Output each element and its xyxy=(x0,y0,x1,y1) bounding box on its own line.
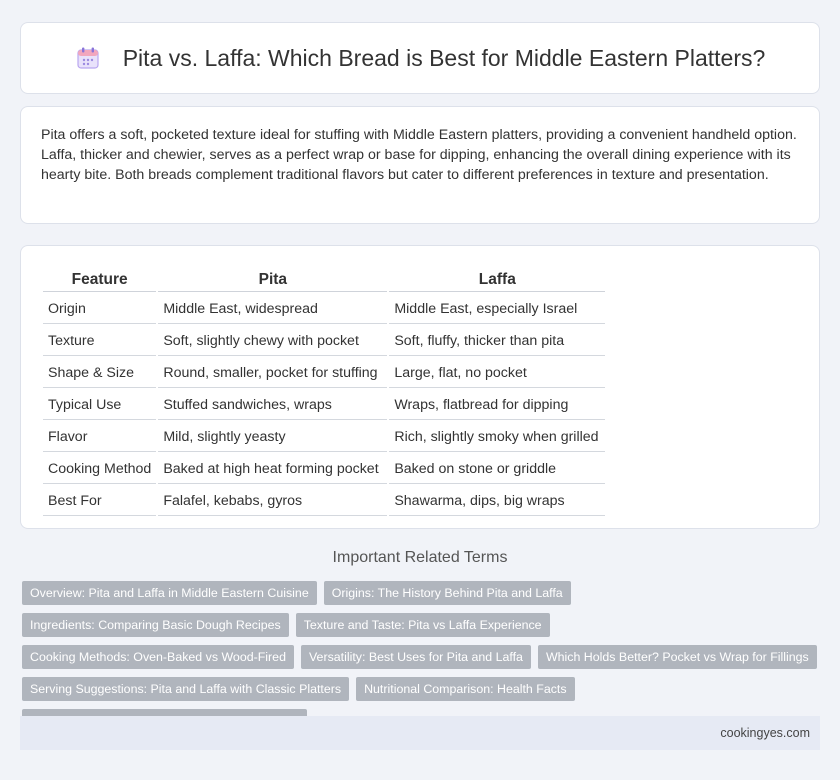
page-title xyxy=(75,45,766,72)
intro-text: Pita offers a soft, pocketed texture ideal for stuffing with Middle Eastern platters, providing a convenient handheld option. Laffa, thicker and chewier, serves as a perfect wrap or base for dipping, enhancing the overall dining experience with its hearty bite. Both breads complement traditional flavors but cater to different preferences in texture and presentation. xyxy=(41,127,797,183)
related-tag[interactable]: Versatility: Best Uses for Pita and Laffa xyxy=(301,645,531,669)
table-cell: Middle East, especially Israel xyxy=(389,294,605,324)
related-tag[interactable]: Nutritional Comparison: Health Facts xyxy=(356,677,574,701)
related-terms-tags xyxy=(22,581,822,733)
related-tag[interactable]: Texture and Taste: Pita vs Laffa Experience xyxy=(296,613,550,637)
related-tag[interactable]: Cooking Methods: Oven-Baked vs Wood-Fired xyxy=(22,645,294,669)
table-cell: Soft, fluffy, thicker than pita xyxy=(389,326,605,356)
table-cell: Shawarma, dips, big wraps xyxy=(389,486,605,516)
table-cell: Large, flat, no pocket xyxy=(389,358,605,388)
table-header-row xyxy=(43,268,605,292)
comparison-table xyxy=(41,266,607,518)
table-cell: Falafel, kebabs, gyros xyxy=(158,486,387,516)
related-tag[interactable]: Serving Suggestions: Pita and Laffa with Classic Platters xyxy=(22,677,349,701)
table-cell: Round, smaller, pocket for stuffing xyxy=(158,358,387,388)
table-cell: Origin xyxy=(43,294,156,324)
table-cell: Mild, slightly yeasty xyxy=(158,422,387,452)
related-tag[interactable]: Which Holds Better? Pocket vs Wrap for Fillings xyxy=(538,645,817,669)
related-tag[interactable]: Ingredients: Comparing Basic Dough Recipes xyxy=(22,613,289,637)
related-tag[interactable]: Origins: The History Behind Pita and Laffa xyxy=(324,581,571,605)
header-laffa: Laffa xyxy=(389,268,605,292)
related-tag[interactable]: Overview: Pita and Laffa in Middle Eastern Cuisine xyxy=(22,581,317,605)
related-terms-title: Important Related Terms xyxy=(332,549,508,566)
title-card xyxy=(20,22,820,94)
table-cell: Shape & Size xyxy=(43,358,156,388)
page-title-text: Pita vs. Laffa: Which Bread is Best for Middle Eastern Platters? xyxy=(122,44,766,71)
table-row xyxy=(43,326,605,356)
footer xyxy=(20,716,820,750)
comparison-table-card xyxy=(20,245,820,529)
table-cell: Baked on stone or griddle xyxy=(389,454,605,484)
table-row xyxy=(43,358,605,388)
header-feature: Feature xyxy=(43,268,156,292)
table-cell: Rich, slightly smoky when grilled xyxy=(389,422,605,452)
table-row xyxy=(43,390,605,420)
table-cell: Baked at high heat forming pocket xyxy=(158,454,387,484)
table-cell: Flavor xyxy=(43,422,156,452)
table-cell: Soft, slightly chewy with pocket xyxy=(158,326,387,356)
table-row xyxy=(43,294,605,324)
table-row xyxy=(43,486,605,516)
table-cell: Middle East, widespread xyxy=(158,294,387,324)
table-cell: Stuffed sandwiches, wraps xyxy=(158,390,387,420)
table-cell: Cooking Method xyxy=(43,454,156,484)
calendar-icon xyxy=(75,45,101,71)
table-cell: Best For xyxy=(43,486,156,516)
table-cell: Typical Use xyxy=(43,390,156,420)
intro-card xyxy=(20,106,820,224)
table-row xyxy=(43,454,605,484)
table-row xyxy=(43,422,605,452)
header-pita: Pita xyxy=(158,268,387,292)
table-cell: Wraps, flatbread for dipping xyxy=(389,390,605,420)
table-cell: Texture xyxy=(43,326,156,356)
footer-site-link[interactable]: cookingyes.com xyxy=(720,726,810,740)
